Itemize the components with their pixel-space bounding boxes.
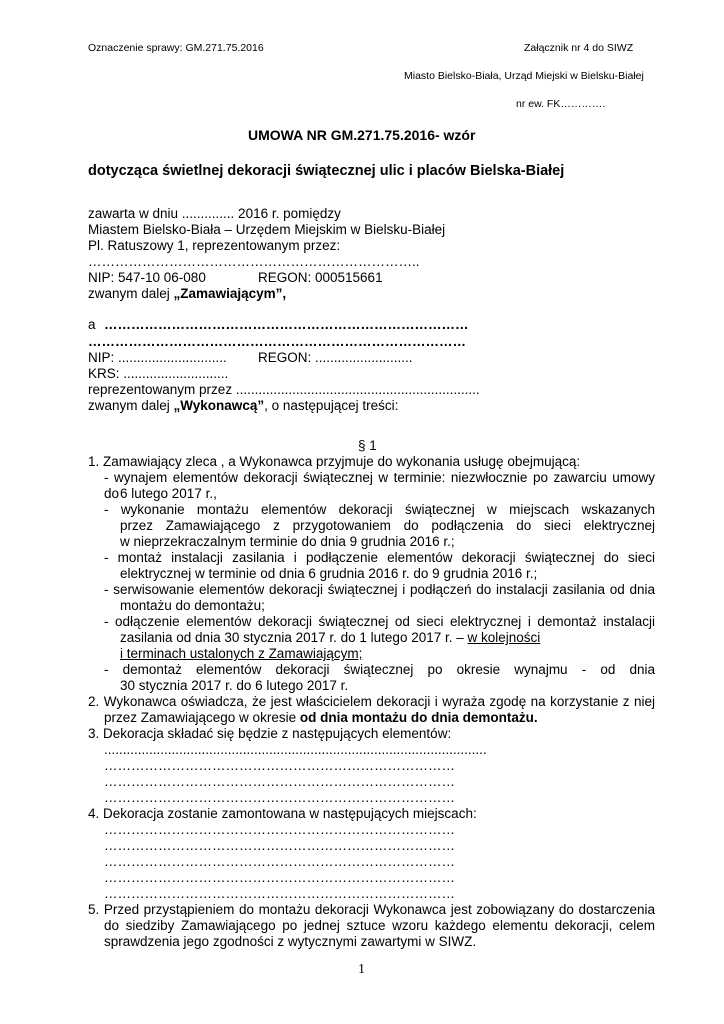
item-4-dots-5: …………………………………………………………………… bbox=[104, 886, 455, 901]
item-1-sub-6-line-2: 30 stycznia 2017 r. do 6 lutego 2017 r. bbox=[120, 678, 349, 693]
item-4-dots-2: …………………………………………………………………… bbox=[104, 838, 455, 853]
item-1-sub-3-line-2: elektrycznej w terminie od dnia 6 grudnia 2016 r. do 9 grudnia 2016 r.; bbox=[120, 566, 538, 581]
item-1-sub-2-line-2: przez Zamawiającego z przygotowaniem do podłączenia do sieci elektrycznej bbox=[120, 518, 655, 533]
orderer-name: „Zamawiającym”, bbox=[173, 286, 287, 301]
item-1-sub-2-line-1: - wykonanie montażu elementów dekoracji świątecznej w miejscach wskazanych bbox=[104, 502, 655, 517]
item-1-sub-5-line-3: i terminach ustalonych z Zamawiającym; bbox=[120, 646, 363, 661]
item-3-dots-3: …………………………………………………………………… bbox=[104, 774, 455, 789]
item-2-text: przez Zamawiającego w okresie bbox=[104, 710, 300, 725]
office-name: Miasto Bielsko-Biała, Urząd Miejski w Bielsku-Białej bbox=[404, 70, 644, 82]
contractor-suffix: , o następującej treści: bbox=[264, 398, 399, 413]
item-1: 1. Zamawiający zleca , a Wykonawca przyjmuje do wykonania usługę obejmującą: bbox=[88, 454, 581, 469]
item-4-dots-4: …………………………………………………………………… bbox=[104, 870, 455, 885]
item-1-sub-4-line-1: - serwisowanie elementów dekoracji świątecznej i podłączeń do instalacji zasilania od dnia bbox=[104, 582, 655, 597]
item-1-sub-2-line-3: w nieprzekraczalnym terminie do dnia 9 grudnia 2016 r.; bbox=[120, 534, 455, 549]
item-1-sub-5-line-2 bbox=[120, 630, 540, 646]
item-3-dots-2: …………………………………………………………………… bbox=[104, 758, 455, 773]
contractor-dots-1: ……………………………………………………………………… bbox=[104, 317, 469, 332]
item-3-dots-1: ...................................................................................................... bbox=[104, 742, 487, 757]
regon-contractor: REGON: .......................... bbox=[258, 350, 413, 365]
contractor-dots-2: ………………………………………………………………………… bbox=[88, 334, 466, 349]
contractor-name: „Wykonawcą” bbox=[173, 398, 265, 413]
item-2-bold: od dnia montażu do dnia demontażu. bbox=[299, 710, 538, 725]
krs-contractor: KRS: ............................ bbox=[88, 366, 229, 381]
parties-line-4: ……………………………………………………………….. bbox=[88, 254, 420, 269]
nip-contractor: NIP: ............................. bbox=[88, 350, 227, 365]
item-4: 4. Dekoracja zostanie zamontowana w następujących miejscach: bbox=[88, 806, 477, 821]
contractor-a-label: a bbox=[88, 317, 96, 332]
item-4-dots-3: …………………………………………………………………… bbox=[104, 854, 455, 869]
contract-subtitle: dotycząca świetlnej dekoracji świątecznej ulic i placów Bielska-Białej bbox=[88, 163, 565, 179]
item-1-sub-6-line-1: - demontaż elementów dekoracji świątecznej po okresie wynajmu - od dnia bbox=[104, 662, 655, 677]
nip-orderer: NIP: 547-10 06-080 bbox=[88, 270, 206, 285]
item-1-sub-1-line-2: 6 lutego 2017 r., bbox=[120, 486, 217, 501]
item-4-dots-1: …………………………………………………………………… bbox=[104, 822, 455, 837]
regon-orderer: REGON: 000515661 bbox=[258, 270, 383, 285]
item-1-sub-5-text: zasilania od dnia 30 stycznia 2017 r. do 1 lutego 2017 r. – bbox=[120, 630, 464, 645]
item-1-sub-5-underlined: w kolejności bbox=[467, 630, 541, 645]
item-1-sub-1-line-1: - wynajem elementów dekoracji świątecznej w terminie: niezwłocznie po zawarciu umowy do bbox=[104, 470, 655, 501]
case-reference: Oznaczenie sprawy: GM.271.75.2016 bbox=[88, 42, 264, 54]
contractor-representative: reprezentowanym przez ................................................................. bbox=[88, 382, 480, 397]
item-5-line-1: 5. Przed przystąpieniem do montażu dekoracji Wykonawca jest zobowiązany do dostarczenia bbox=[88, 902, 655, 917]
contractor-designation bbox=[88, 398, 398, 414]
page-number: 1 bbox=[358, 962, 365, 977]
item-1-sub-5-line-1: - odłączenie elementów dekoracji świątecznej od sieci elektrycznej i demontaż instalacji bbox=[104, 614, 655, 629]
item-5-line-2: do siedziby Zamawiającego po jednej sztuce wzoru każdego elementu dekoracji, celem bbox=[104, 918, 655, 933]
contractor-prefix: zwanym dalej bbox=[88, 398, 174, 413]
item-1-sub-4-line-2: montażu do demontażu; bbox=[120, 598, 265, 613]
parties-line-1: zawarta w dniu .............. 2016 r. pomiędzy bbox=[88, 206, 341, 221]
item-5-line-3: sprawdzenia jego zgodności z wytycznymi zawartymi w SIWZ. bbox=[104, 934, 477, 949]
orderer-designation bbox=[88, 286, 286, 302]
attachment-label: Załącznik nr 4 do SIWZ bbox=[524, 42, 634, 54]
item-2-line-2 bbox=[104, 710, 538, 726]
item-3-dots-4: …………………………………………………………………… bbox=[104, 790, 455, 805]
parties-line-3: Pl. Ratuszowy 1, reprezentowanym przez: bbox=[88, 238, 341, 253]
item-1-sub-3-line-1: - montaż instalacji zasilania i podłączenie elementów dekoracji świątecznej do sieci bbox=[104, 550, 655, 565]
item-2-line-1: 2. Wykonawca oświadcza, że jest właścicielem dekoracji i wyraża zgodę na korzystanie z niej bbox=[88, 694, 655, 709]
parties-line-2: Miastem Bielsko-Biała – Urzędem Miejskim w Bielsku-Białej bbox=[88, 222, 446, 237]
item-3: 3. Dekoracja składać się będzie z następujących elementów: bbox=[88, 726, 452, 741]
section-symbol: § 1 bbox=[358, 438, 377, 453]
orderer-prefix: zwanym dalej bbox=[88, 286, 174, 301]
record-number: nr ew. FK…………. bbox=[516, 98, 606, 110]
contract-title: UMOWA NR GM.271.75.2016- wzór bbox=[248, 127, 476, 143]
